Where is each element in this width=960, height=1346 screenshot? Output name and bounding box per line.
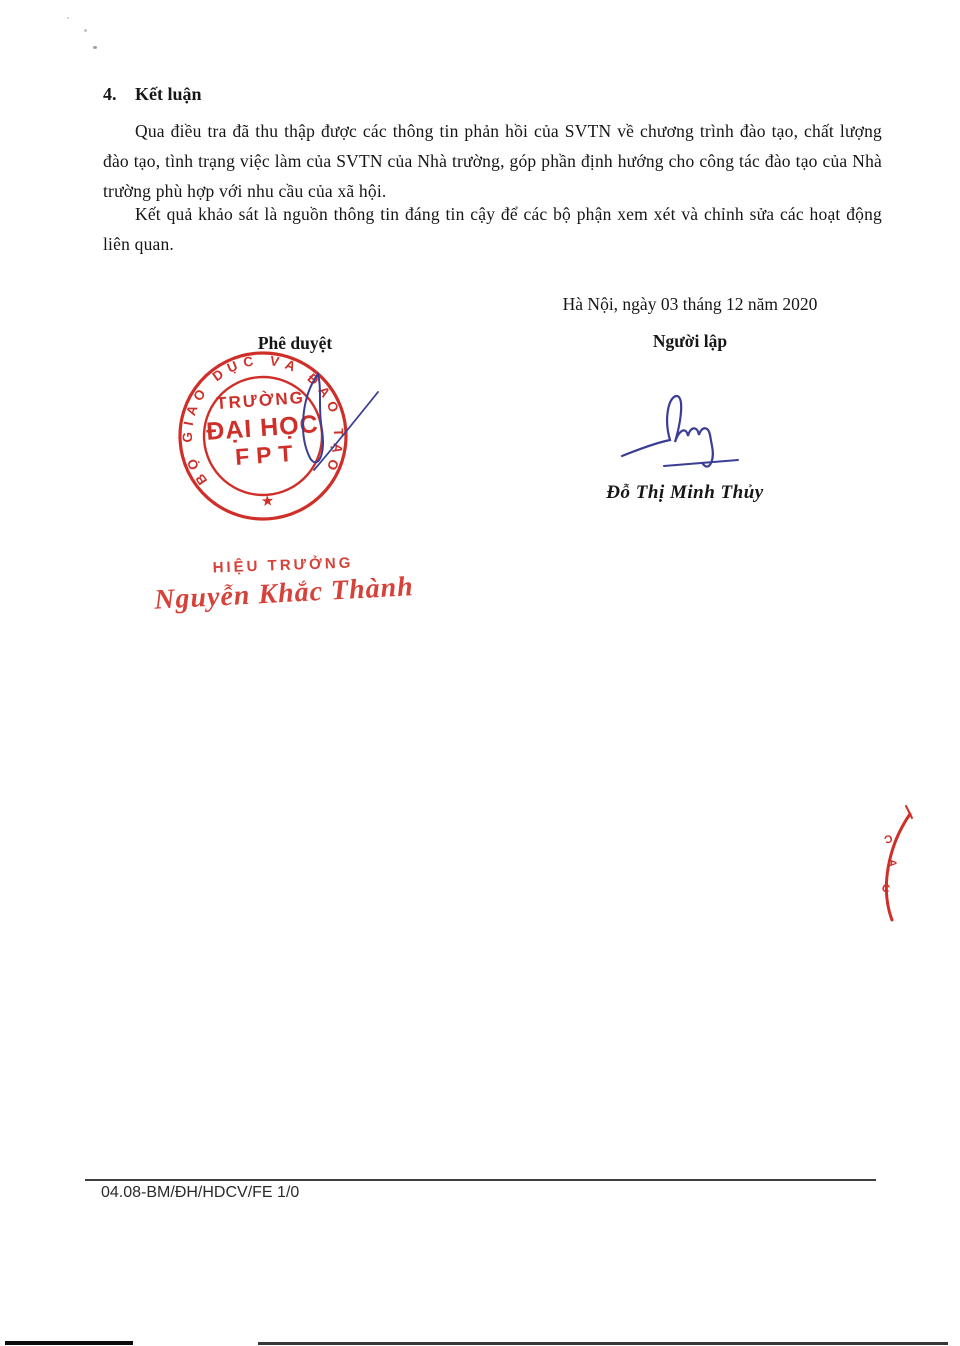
- date-line: Hà Nội, ngày 03 tháng 12 năm 2020: [562, 294, 818, 314]
- principal-title-stamp: HIỆU TRƯỞNG: [212, 554, 354, 577]
- star-icon: ★: [260, 492, 275, 511]
- footer-form-code: 04.08-BM/ĐH/HDCV/FE 1/0: [101, 1184, 300, 1201]
- scan-edge-bar: [5, 1341, 133, 1345]
- creator-name: Đỗ Thị Minh Thủy: [606, 482, 764, 503]
- footer-divider: [85, 1179, 876, 1181]
- section-title: Kết luận: [135, 84, 202, 104]
- approver-signature-stroke: [290, 368, 390, 478]
- principal-name-stamp: Nguyễn Khắc Thành: [153, 571, 415, 616]
- stamp-rim-text: BỘ GIÁO DỤC VÀ ĐÀO TẠO: [179, 352, 347, 488]
- approval-title: Phê duyệt: [257, 333, 333, 353]
- edge-stamp-letter: C: [880, 882, 892, 896]
- edge-stamp-letter: Ɔ: [882, 832, 895, 847]
- scan-speck: [93, 46, 97, 49]
- scan-speck: [67, 17, 69, 19]
- scan-edge-bar: [258, 1342, 948, 1345]
- stamp-line1: TRƯỜNG: [215, 388, 306, 414]
- stamp-line2: ĐẠI HỌC: [205, 410, 320, 446]
- edge-stamp-letter: A: [886, 859, 898, 867]
- partial-edge-stamp: [852, 798, 958, 934]
- paragraph-1: Qua điều tra đã thu thập được các thông tin phản hồi của SVTN về chương trình đào tạo, chất lượng đào tạo, tình trạng việc làm của SVTN của Nhà trường, góp phần định hướng cho công tác đào tạo của Nhà trường phù hợp với nhu cầu của xã hội.: [103, 121, 882, 201]
- paragraph-2: Kết quả khảo sát là nguồn thông tin đáng tin cậy để các bộ phận xem xét và chỉnh sửa các hoạt động liên quan.: [103, 204, 882, 254]
- creator-signature: [612, 386, 782, 482]
- stamp-line3: FPT: [234, 439, 301, 470]
- section-heading: [103, 84, 202, 105]
- creator-title: Người lập: [652, 331, 728, 351]
- scan-speck: [84, 29, 87, 32]
- section-number: 4.: [103, 84, 117, 104]
